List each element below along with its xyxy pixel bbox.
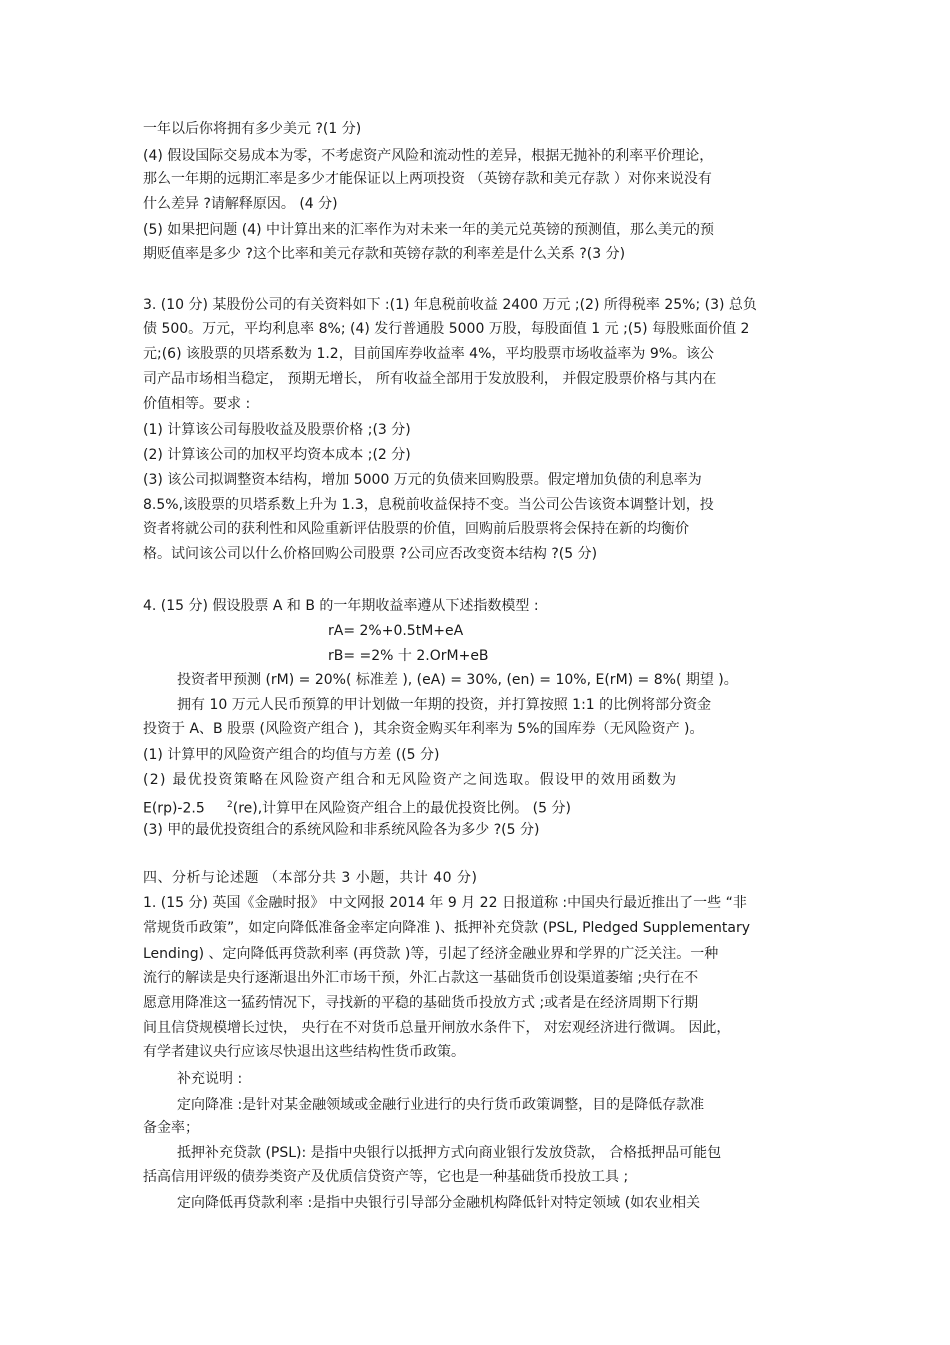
- text-line: 有学者建议央行应该尽快退出这些结构性货币政策。: [143, 1044, 465, 1060]
- text-line: 什么差异 ?请解释原因。 (4 分): [143, 196, 338, 212]
- superscript: 2: [227, 800, 233, 810]
- text-line: 格。试问该公司以什么价格回购公司股票 ?公司应否改变资本结构 ?(5 分): [143, 546, 598, 562]
- text-line: 投资于 A、B 股票 (风险资产组合 )，其余资金购买年利率为 5%的国库券（无风险资产 )。: [143, 721, 704, 737]
- text-line: 一年以后你将拥有多少美元 ?(1 分): [143, 121, 362, 137]
- question-4-start: 4. (15 分) 假设股票 A 和 B 的一年期收益率遵从下述指数模型 :: [143, 598, 539, 614]
- question-3-start: 3. (10 分) 某股份公司的有关资料如下 :(1) 年息税前收益 2400 万元 ;(2) 所得税率 25%; (3) 总负: [143, 297, 757, 313]
- text-line: 司产品市场相当稳定， 预期无增长， 所有收益全部用于发放股利， 并假定股票价格与其内在: [143, 371, 717, 387]
- text-line: (2) 最优投资策略在风险资产组合和无风险资产之间选取。假设甲的效用函数为: [143, 772, 678, 788]
- text-line: (4) 假设国际交易成本为零，不考虑资产风险和流动性的差异，根据无抛补的利率平价理论，: [143, 148, 714, 164]
- text-line: 备金率；: [143, 1120, 199, 1136]
- text-line: 抵押补充贷款 (PSL): 是指中央银行以抵押方式向商业银行发放贷款， 合格抵押品可能包: [177, 1145, 722, 1161]
- text-line: 投资者甲预测 (rM) = 20%( 标准差 ), (eA) = 30%, (en) = 10%, E(rM) = 8%( 期望 )。: [177, 672, 738, 688]
- text-line: 定向降低再贷款利率 :是指中央银行引导部分金融机构降低针对特定领域 (如农业相关: [177, 1195, 701, 1211]
- formula-rb: rB= =2% 十 2.OrM+eB: [328, 648, 489, 664]
- text-line: Lending) 、定向降低再贷款利率 (再贷款 )等，引起了经济金融业界和学界的广泛关注。一种: [143, 946, 719, 962]
- text-line: (1) 计算甲的风险资产组合的均值与方差 ((5 分): [143, 747, 440, 763]
- text-line: 元;(6) 该股票的贝塔系数为 1.2，目前国库券收益率 4%，平均股票市场收益率为 9%。该公: [143, 346, 715, 362]
- text-line: 1. (15 分) 英国《金融时报》 中文网报 2014 年 9 月 22 日报道称 :中国央行最近推出了一些 “非: [143, 895, 747, 911]
- text-line: 8.5%,该股票的贝塔系数上升为 1.3，息税前收益保持不变。当公司公告该资本调整计划，投: [143, 497, 714, 513]
- text-line: (3) 甲的最优投资组合的系统风险和非系统风险各为多少 ?(5 分): [143, 822, 540, 838]
- text-line: 拥有 10 万元人民币预算的甲计划做一年期的投资，并打算按照 1:1 的比例将部分资金: [177, 697, 712, 713]
- text-line: 愿意用降准这一猛药情况下，寻找新的平稳的基础货币投放方式 ;或者是在经济周期下行期: [143, 995, 699, 1011]
- text-line: 期贬值率是多少 ?这个比率和美元存款和英镑存款的利率差是什么关系 ?(3 分): [143, 246, 626, 262]
- text-line: 那么一年期的远期汇率是多少才能保证以上两项投资 （英镑存款和美元存款 ）对你来说没有: [143, 171, 712, 187]
- text-line: (2) 计算该公司的加权平均资本成本 ;(2 分): [143, 447, 411, 463]
- text-line: 流行的解读是央行逐渐退出外汇市场干预，外汇占款这一基础货币创设渠道萎缩 ;央行在不: [143, 970, 699, 986]
- text-line: 资者将就公司的获利性和风险重新评估股票的价值，回购前后股票将会保持在新的均衡价: [143, 521, 689, 537]
- text-line: 常规货币政策”，如定向降低准备金率定向降准 )、抵押补充贷款 (PSL, Pledged Supplementary: [143, 920, 751, 936]
- text-line: (3) 该公司拟调整资本结构，增加 5000 万元的负债来回购股票。假定增加负债的利息率为: [143, 472, 702, 488]
- formula-ra: rA= 2%+0.5tM+eA: [328, 623, 464, 639]
- text-line: 债 500。万元，平均利息率 8%; (4) 发行普通股 5000 万股，每股面值 1 元 ;(5) 每股账面价值 2: [143, 321, 750, 337]
- text-line: (1) 计算该公司每股收益及股票价格 ;(3 分): [143, 422, 411, 438]
- utility-function: E(rp)-2.5: [143, 800, 205, 817]
- text-line: 括高信用评级的债券类资产及优质信贷资产等，它也是一种基础货币投放工具 ;: [143, 1169, 629, 1185]
- utility-function-rest: (re),计算甲在风险资产组合上的最优投资比例。 (5 分): [232, 800, 571, 817]
- supplement-heading: 补充说明 :: [177, 1071, 243, 1087]
- text-line: (5) 如果把问题 (4) 中计算出来的汇率作为对未来一年的美元兑英镑的预测值，那么美元的预: [143, 222, 715, 238]
- text-line: 定向降准 :是针对某金融领域或金融行业进行的央行货币政策调整，目的是降低存款准: [177, 1097, 705, 1113]
- text-line: 价值相等。要求 :: [143, 396, 251, 412]
- section-heading: 四、分析与论述题 （本部分共 3 小题，共计 40 分): [143, 870, 478, 886]
- text-line: [143, 796, 807, 818]
- text-line: 间且信贷规模增长过快， 央行在不对货币总量开闸放水条件下， 对宏观经济进行微调。 因此，: [143, 1020, 731, 1036]
